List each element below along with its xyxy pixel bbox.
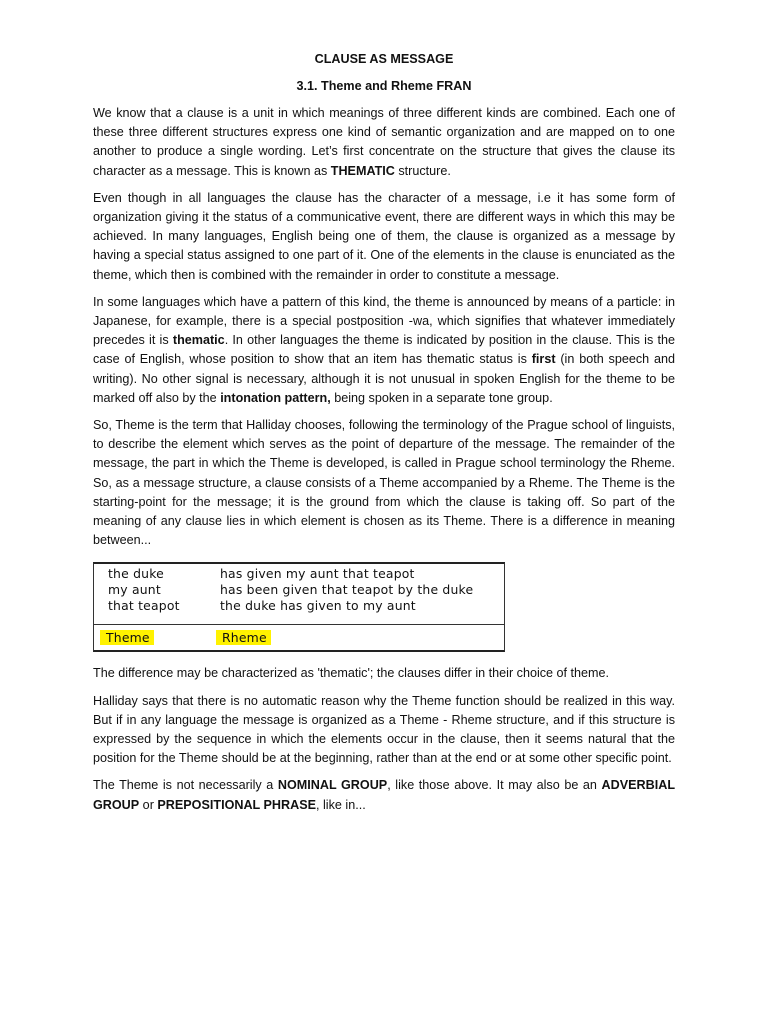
theme-item: that teapot (108, 598, 180, 614)
theme-rheme-figure (93, 562, 505, 652)
paragraph-3 (93, 293, 675, 408)
rheme-label (216, 630, 271, 646)
paragraph-1 (93, 104, 675, 181)
bold-term: thematic (172, 333, 225, 348)
paragraph-5: The difference may be characterized as 'thematic'; the clauses differ in their choice of theme. (93, 666, 610, 681)
text-run: being spoken in a separate tone group. (330, 390, 553, 405)
theme-highlight: Theme (100, 630, 154, 645)
text-run: We know that a clause is a unit in which meanings of three different kinds are combined. Each one of these three different structures express one kind of semantic organization and are mapped on to one another to produce a single wording. Let’s first concentrate on the structure that gives the clause its character as a message. This is known as (93, 106, 675, 178)
document-page (93, 50, 675, 823)
bold-term: ADVERBIAL GROUP (93, 778, 676, 812)
bold-term: PREPOSITIONAL PHRASE (157, 797, 317, 812)
rheme-column (220, 566, 495, 614)
text-run: (in both speech and writing). No other signal is necessary, although it is not unusual in spoken English for the theme to be marked off also by the (93, 352, 676, 405)
text-run: or (139, 797, 158, 812)
theme-label (100, 630, 154, 646)
text-run: , like those above. It may also be an (387, 778, 602, 793)
rheme-item: has been given that teapot by the duke (220, 582, 474, 598)
theme-item: the duke (108, 566, 164, 582)
rheme-item: has given my aunt that teapot (220, 566, 415, 582)
theme-column (108, 566, 208, 614)
paragraph-2: Even though in all languages the clause has the character of a message, i.e it has some form of organization giving it the status of a communicative event, there are different ways in which this may be achieved. In many languages, English being one of them, the clause is organized as a message by having a special status assigned to one part of it. One of the elements in the clause is enunciated as the theme, which then is combined with the remainder in order to constitute a message. (93, 190, 675, 282)
text-run: In some languages which have a pattern of this kind, the theme is announced by means of a particle: in Japanese, for example, there is a special postposition -wa, which signifies that whatever immediately precedes it is (93, 294, 675, 348)
text-run: , like in... (316, 797, 366, 812)
rheme-highlight: Rheme (216, 630, 271, 645)
bold-term: NOMINAL GROUP (277, 778, 388, 793)
bold-term: intonation pattern, (220, 390, 331, 405)
text-run: structure. (394, 163, 451, 178)
bold-term: first (531, 352, 556, 367)
rheme-item: the duke has given to my aunt (220, 598, 416, 614)
paragraph-7 (93, 776, 675, 814)
figure-divider (94, 624, 504, 625)
page-title: CLAUSE AS MESSAGE (314, 52, 454, 66)
bold-term: THEMATIC (330, 163, 395, 178)
section-heading: 3.1. Theme and Rheme FRAN (296, 79, 472, 93)
text-run: The Theme is not necessarily a (93, 778, 278, 793)
paragraph-6: Halliday says that there is no automatic reason why the Theme function should be realized in this way. But if in any language the message is organized as a Theme - Rheme structure, and if this structure is expressed by the sequence in which the elements occur in the clause, then it seems natural that the position for the Theme should be at the beginning, rather than at the end or at some other specific point. (93, 693, 675, 766)
theme-item: my aunt (108, 582, 161, 598)
paragraph-4: So, Theme is the term that Halliday chooses, following the terminology of the Prague school of linguists, to describe the element which serves as the point of departure of the message. The remainder of the message, the part in which the Theme is developed, is called in Prague school terminology the Rheme. So, as a message structure, a clause consists of a Theme accompanied by a Rheme. The Theme is the starting-point for the message; it is the ground from which the clause is taking off. So part of the meaning of any clause lies in which element is chosen as its Theme. There is a difference in meaning between... (93, 418, 675, 548)
text-run: . In other languages the theme is indicated by position in the clause. This is the case of English, whose position to show that an item has thematic status is (93, 333, 676, 367)
